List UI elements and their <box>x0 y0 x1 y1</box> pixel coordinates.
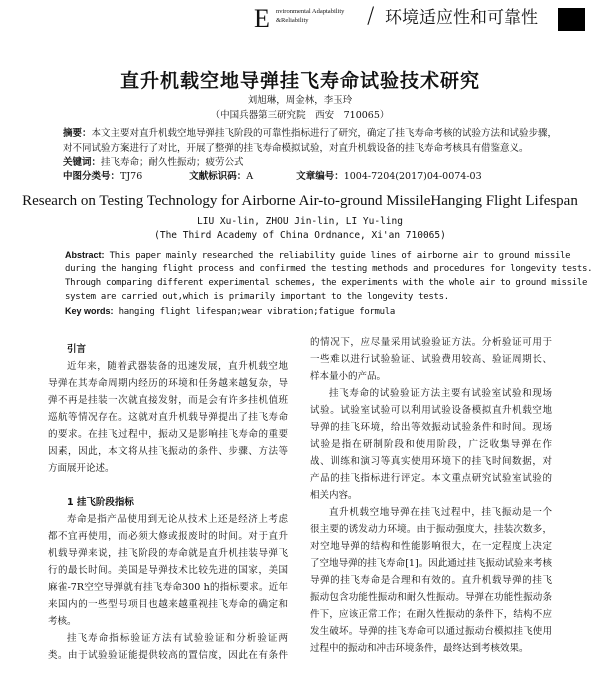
body-text-line: 很主要的诱发动力环境。由于振动强度大，挂装次数多， <box>310 524 552 535</box>
doc-code-label: 文献标识码： <box>189 171 247 182</box>
body-text-line: 因素，因此，本文将从挂飞振动的条件、步骤、方法等 <box>48 446 288 457</box>
paper-title-cn: 直升机载空地导弹挂飞寿命试验技术研究 <box>119 70 480 92</box>
body-text-line: 机载导弹来说，挂飞阶段的寿命就是直升机挂装导弹飞 <box>48 548 288 559</box>
body-right-column <box>310 334 552 657</box>
body-text-line: 产品的挂飞指标进行评定。本文重点研究试验室试验的 <box>310 473 552 484</box>
body-text-line: 弹不再是挂装一次就直接发射，而是会有许多挂机值班 <box>48 395 288 406</box>
body-text-line: 试验是指在研制阶段和使用阶段，广泛收集导弹在作 <box>310 439 552 450</box>
body-text-line: 挂飞寿命指标验证方法有试验验证和分析验证两 <box>67 633 288 644</box>
body-text-line: 试验。试验室试验可以利用试验设备模拟直升机载空地 <box>310 405 552 416</box>
body-text-line: 近年来，随着武器装备的迅速发展，直升机载空地 <box>67 361 288 372</box>
abstract-en-label: Abstract: <box>65 250 105 260</box>
clc-label: 中图分类号： <box>63 171 121 182</box>
abstract-en-line1: This paper mainly researched the reliability guide lines of airborne air to ground missile <box>104 251 571 261</box>
body-text-line: 振动包含功能性振动和耐久性振动。导弹在功能性振动条 <box>310 592 552 603</box>
body-text-line: 了空地导弹的挂飞寿命[1]。因此通过挂飞振动试验来考核 <box>310 558 552 569</box>
journal-name-cn: 环境适应性和可靠性 <box>385 8 538 28</box>
body-text-line: 相关内容。 <box>310 490 358 501</box>
keywords-cn-label: 关键词： <box>63 157 102 168</box>
body-text-line: 发生破坏。导弹的挂飞寿命可以通过振动台模拟挂飞使用 <box>310 626 552 637</box>
header-black-tab <box>558 8 585 31</box>
authors-cn: 刘旭琳，周金林，李玉玲 <box>247 95 353 106</box>
body-text-line: 样本量小的产品。 <box>310 371 387 382</box>
body-text-line: 一些难以进行试验验证、试验费用较高、验证周期长、 <box>310 354 552 365</box>
body-text-line: 件下，应该正常工作；在耐久性振动的条件下，结构不应 <box>310 609 552 620</box>
abstract-cn-label: 摘要： <box>63 128 92 139</box>
keywords-en-label: Key words: <box>65 306 114 316</box>
body-text-line: 寿命是指产品使用到无论从技术上还是经济上考虑 <box>67 514 288 525</box>
article-no-label: 文章编号： <box>296 171 344 182</box>
abstract-cn-line2: 对不同试验方案进行了对比，开展了整弹的挂飞寿命模拟试验，对直升机载设备的挂飞寿命考核具有借鉴意义。 <box>63 143 529 154</box>
keywords-en <box>65 305 540 318</box>
body-text-line: 战、训练和演习等真实使用环境下的挂飞时间数据，对 <box>310 456 552 467</box>
body-text-line: 导弹的挂飞环境，给出等效振动试验条件和时间。现场 <box>310 422 552 433</box>
body-text-line: 过程中的振动和冲击环境条件，最终达到考核效果。 <box>310 643 529 654</box>
journal-logo-initial: E <box>254 4 270 33</box>
body-text-line: 来国内的一些型号项目也越来越重视挂飞寿命的确定和 <box>48 599 288 610</box>
authors-en: LIU Xu-lin, ZHOU Jin-lin, LI Yu-ling <box>197 216 403 227</box>
affiliation-cn: （中国兵器第三研究院 西安 710065） <box>210 110 390 121</box>
affiliation-en: (The Third Academy of China Ordnance, Xi'an 710065) <box>154 230 446 241</box>
abstract-en-line4: system are carried out,which is primarily important to the longevity tests. <box>65 292 449 302</box>
body-text-line: 挂飞寿命的试验验证方法主要有试验室试验和现场 <box>329 388 552 399</box>
keywords-en-value: hanging flight lifespan;wear vibration;fatigue formula <box>113 307 396 317</box>
blank-line <box>48 477 288 494</box>
keywords-cn-value: 挂飞寿命；耐久性振动；疲劳公式 <box>101 157 244 168</box>
body-text-line: 巡航等情况存在。这就对直升机载导弹提出了挂飞寿命 <box>48 412 288 423</box>
classification-info <box>63 171 538 183</box>
body-text-line: 麻雀-7R空空导弹就有挂飞寿命300 h的指标要求。近年 <box>48 582 288 593</box>
body-left-column <box>48 341 288 664</box>
abstract-en-line2: during the hanging flight process and confirmed the testing methods and procedures for longevity tests. <box>65 264 593 274</box>
article-no-value: 1004-7204(2017)04-0074-03 <box>343 171 482 182</box>
body-text-line: 直升机载空地导弹在挂飞过程中，挂飞振动是一个 <box>329 507 552 518</box>
body-text-line: 的情况下，应尽量采用试验验证方法。分析验证可用于 <box>310 337 552 348</box>
header-separator: / <box>367 4 375 29</box>
abstract-en-line3: Through comparing different experimental schemes, the experiments with the whole air to ground missile <box>65 278 588 288</box>
journal-name-en-line2: &Reliability <box>276 17 309 24</box>
body-text-line: 对空地导弹的结构和性能影响很大，在一定程度上决定 <box>310 541 552 552</box>
body-text-line: 导弹的挂飞寿命是合理和有效的。直升机载导弹的挂飞 <box>310 575 552 586</box>
clc-value: TJ76 <box>120 171 143 182</box>
body-text-line: 类。由于试验验证能提供较高的置信度，因此在有条件 <box>48 650 288 661</box>
body-text-line: 考核。 <box>48 616 77 627</box>
section-heading: 1 挂飞阶段指标 <box>67 497 134 508</box>
doc-code-value: A <box>246 171 254 182</box>
body-text-line: 方面展开论述。 <box>48 463 115 474</box>
keywords-cn <box>63 157 538 169</box>
journal-name-en-line1: nvironmental Adaptability <box>276 8 345 15</box>
paper-title-en: Research on Testing Technology for Airborne Air-to-ground MissileHanging Flight Lifespan <box>22 193 578 209</box>
body-text-line: 都不宜再使用，而必须大修或报废时的时间。对于直升 <box>48 531 288 542</box>
section-heading: 引言 <box>67 344 87 355</box>
journal-name-en <box>276 7 344 25</box>
body-text-line: 的要求。在挂飞过程中，振动又是影响挂飞寿命的重要 <box>48 429 288 440</box>
abstract-en <box>65 249 571 262</box>
abstract-cn-line1: 本文主要对直升机载空地导弹挂飞阶段的可靠性指标进行了研究，确定了挂飞寿命考核的试验方法和试验步骤， <box>91 128 558 139</box>
abstract-cn <box>63 128 558 140</box>
body-text-line: 行的最长时间。美国是导弹技术比较先进的国家，美国 <box>48 565 288 576</box>
body-text-line: 导弹在其寿命周期内经历的环境和任务越来越复杂，导 <box>48 378 288 389</box>
